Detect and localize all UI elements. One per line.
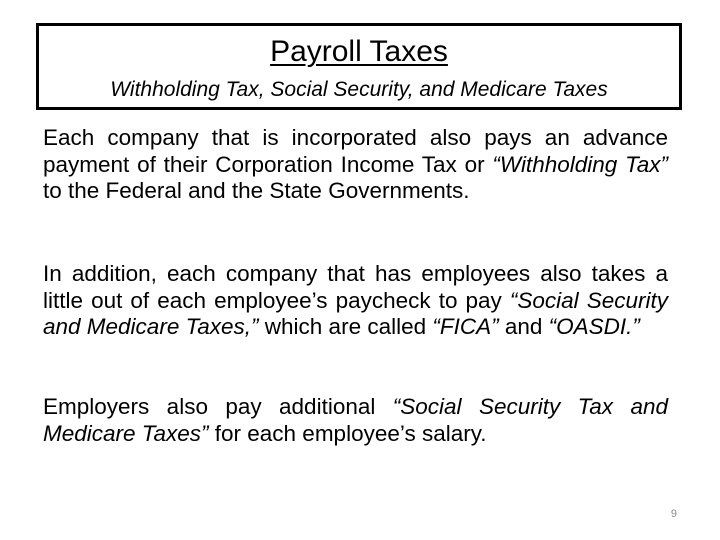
paragraph-text: and bbox=[498, 314, 549, 339]
title-box bbox=[36, 23, 682, 110]
paragraph-text: to the Federal and the State Governments. bbox=[43, 178, 470, 203]
emphasis-text: “OASDI.” bbox=[548, 314, 640, 339]
paragraph-text: which are called bbox=[258, 314, 433, 339]
paragraph-withholding bbox=[43, 125, 668, 205]
paragraph-text: Each company that is incorporated also pays an advance payment of their Corporation Income Tax or bbox=[43, 125, 668, 177]
paragraph-fica bbox=[43, 261, 668, 341]
emphasis-text: “Social Security and Medicare Taxes,” bbox=[43, 287, 668, 339]
paragraph-text: Employers also pay additional bbox=[43, 394, 393, 419]
paragraph-text: In addition, each company that has employees also takes a little out of each employee’s paycheck to pay bbox=[43, 261, 668, 313]
emphasis-text: “Withholding Tax” bbox=[492, 151, 669, 177]
paragraph-employers bbox=[43, 394, 668, 447]
page-number: 9 bbox=[670, 508, 677, 520]
page-title: Payroll Taxes bbox=[270, 35, 448, 68]
emphasis-text: “FICA” bbox=[432, 314, 499, 339]
paragraph-text: for each employee’s salary. bbox=[208, 420, 487, 446]
page-subtitle: Withholding Tax, Social Security, and Medicare Taxes bbox=[110, 78, 608, 101]
emphasis-text: “Social Security Tax and Medicare Taxes” bbox=[43, 394, 668, 446]
